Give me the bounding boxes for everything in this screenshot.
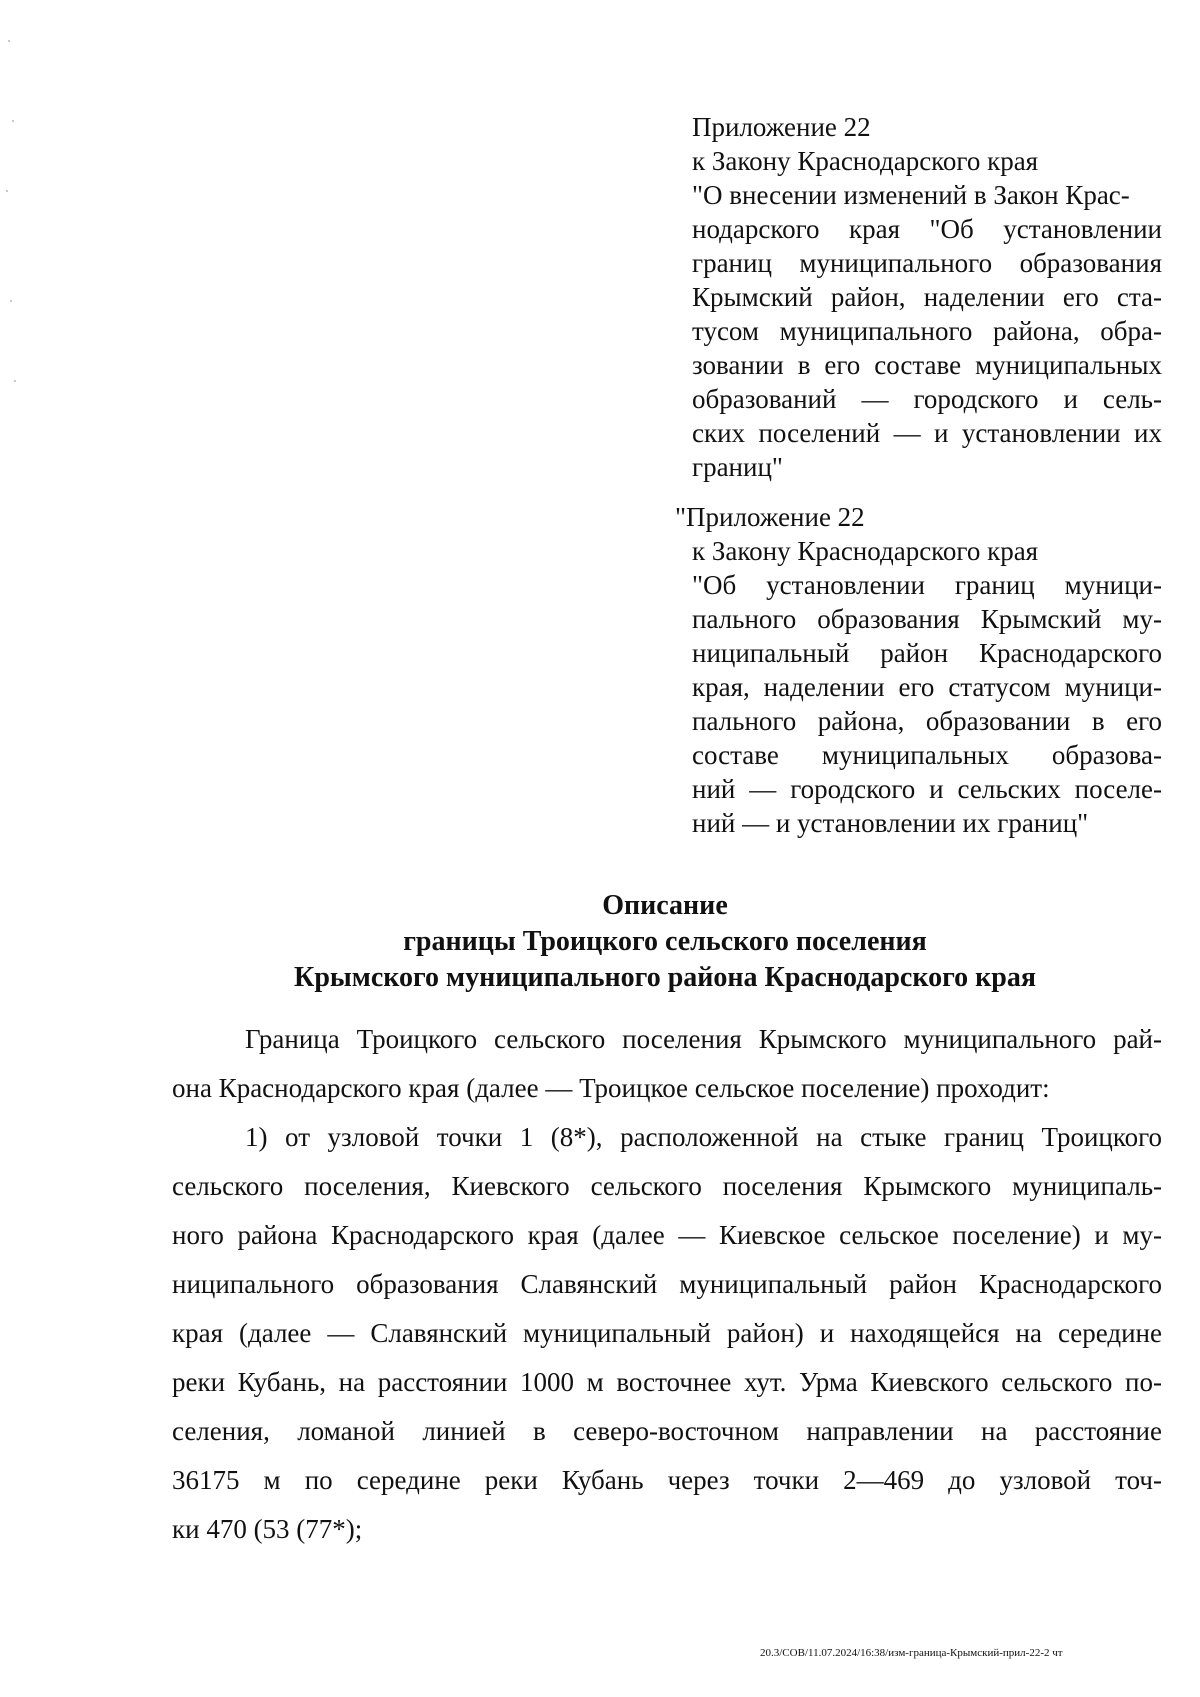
paragraph-line: селения, ломаной линией в северо-восточном направлении на расстояние: [172, 1416, 1162, 1446]
title-line: Описание: [602, 890, 728, 921]
footer-document-code: 20.3/СОВ/11.07.2024/16:38/изм-граница-Крымский-прил-22-2 чт: [760, 1647, 1063, 1659]
appendix-line: края, наделении его статусом муници-: [692, 672, 1162, 702]
paragraph-line: ки 470 (53 (77*);: [172, 1514, 363, 1544]
appendix-line: пального района, образовании в его: [692, 706, 1162, 736]
appendix-line: тусом муниципального района, обра-: [692, 316, 1162, 346]
paragraph-line: реки Кубань, на расстоянии 1000 м восточнее хут. Урма Киевского сельского по-: [172, 1367, 1162, 1397]
paragraph-line: края (далее — Славянский муниципальный район) и находящейся на середине: [172, 1318, 1162, 1348]
paragraph-line: она Краснодарского края (далее — Троицкое сельское поселение) проходит:: [172, 1073, 1050, 1103]
appendix-line: составе муниципальных образова-: [692, 740, 1162, 770]
appendix-line: ских поселений — и установлении их: [692, 418, 1162, 448]
appendix-line: Приложение 22: [692, 112, 871, 142]
paragraph-line: Граница Троицкого сельского поселения Крымского муниципального рай-: [245, 1024, 1162, 1054]
appendix-header-current: [692, 110, 1162, 484]
appendix-line: к Закону Краснодарского края: [692, 146, 1039, 176]
paragraph-line: 1) от узловой точки 1 (8*), расположенной на стыке границ Троицкого: [245, 1122, 1162, 1152]
appendix-line: ний — и установлении их границ": [692, 808, 1089, 838]
appendix-line: к Закону Краснодарского края: [692, 536, 1039, 566]
scan-speck: [8, 40, 10, 42]
appendix-line: границ муниципального образования: [692, 248, 1162, 278]
scan-speck: [6, 190, 8, 192]
appendix-line: ниципальный район Краснодарского: [692, 638, 1162, 668]
appendix-line: пального образования Крымский му-: [692, 604, 1162, 634]
appendix-line: "О внесении изменений в Закон Крас-: [692, 180, 1130, 210]
appendix-line: ний — городского и сельских поселе-: [692, 774, 1162, 804]
appendix-line: нодарского края "Об установлении: [692, 214, 1162, 244]
scan-speck: [12, 120, 14, 122]
appendix-line: "Об установлении границ муници-: [692, 570, 1162, 600]
appendix-header-amended: [675, 500, 1162, 840]
scan-speck: [14, 380, 16, 382]
appendix-line: Крымский район, наделении его ста-: [692, 282, 1162, 312]
appendix-line: "Приложение 22: [675, 502, 865, 532]
title-line: границы Троицкого сельского поселения: [403, 926, 927, 957]
paragraph-line: 36175 м по середине реки Кубань через точки 2—469 до узловой точ-: [172, 1465, 1162, 1495]
paragraph-line: сельского поселения, Киевского сельского поселения Крымского муниципаль-: [172, 1171, 1162, 1201]
scan-speck: [10, 300, 12, 302]
title-line: Крымского муниципального района Краснодарского края: [294, 962, 1036, 993]
appendix-line: зовании в его составе муниципальных: [692, 350, 1162, 380]
intro-paragraph: [172, 1015, 1162, 1113]
paragraph-line: ниципального образования Славянский муниципальный район Краснодарского: [172, 1269, 1162, 1299]
document-title: [160, 888, 1170, 996]
paragraph-line: ного района Краснодарского края (далее — Киевское сельское поселение) и му-: [172, 1220, 1162, 1250]
appendix-line: границ": [692, 452, 783, 482]
appendix-line: образований — городского и сель-: [692, 384, 1162, 414]
item-1-paragraph: [172, 1113, 1162, 1554]
